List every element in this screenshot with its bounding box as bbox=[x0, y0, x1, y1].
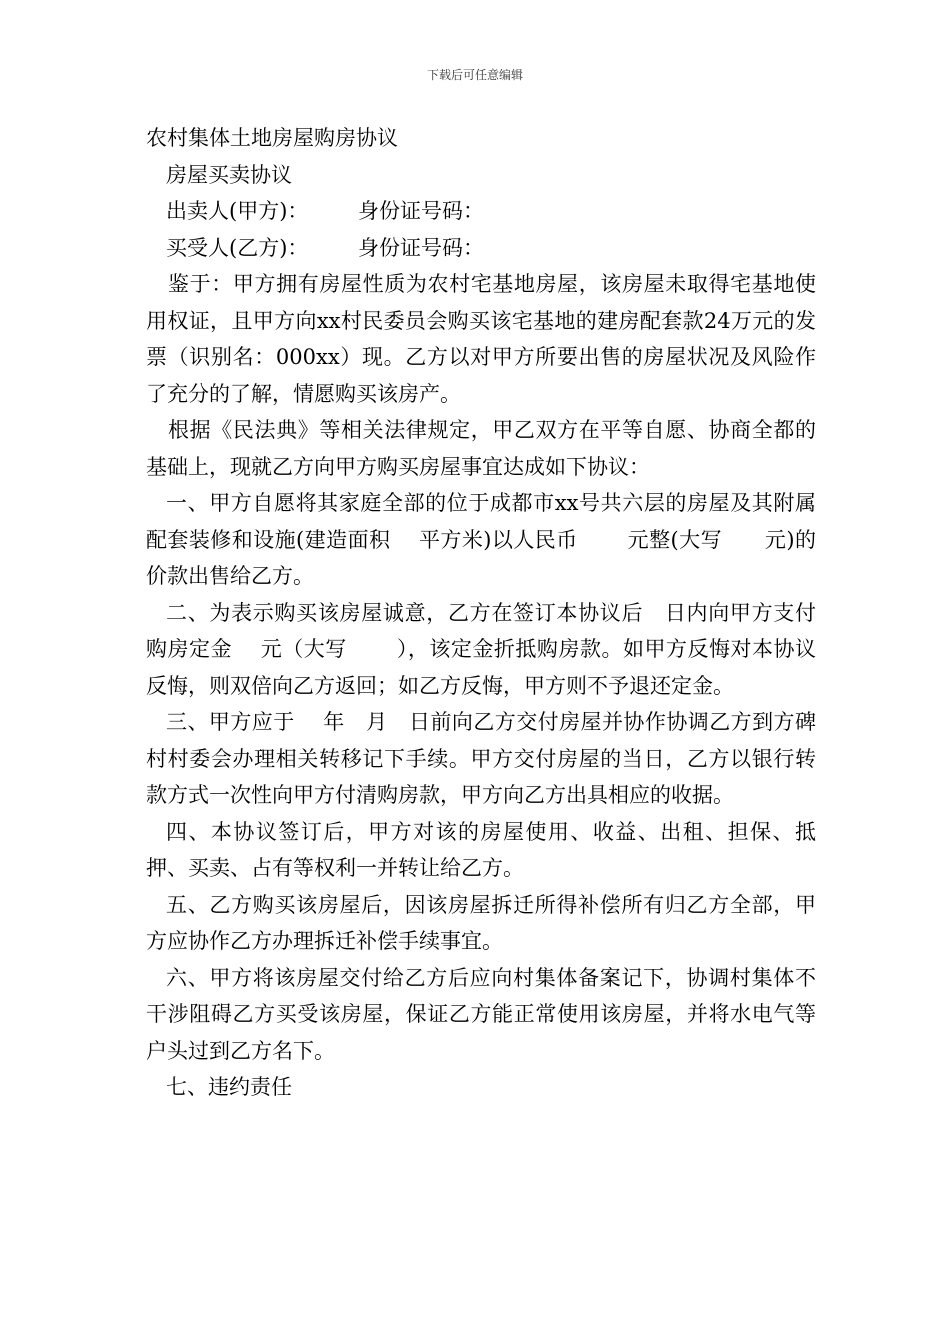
document-subtitle: 房屋买卖协议 bbox=[166, 162, 292, 187]
buyer-row bbox=[146, 230, 816, 267]
clause-5: 五、乙方购买该房屋后，因该房屋拆迁所得补偿所有归乙方全部，甲方应协作乙方办理拆迁补偿手续事宜。 bbox=[146, 892, 816, 953]
seller-label: 出卖人(甲方)： bbox=[166, 199, 309, 223]
buyer-label: 买受人(乙方)： bbox=[166, 235, 309, 260]
clause-3: 三、甲方应于 年 月 日前向乙方交付房屋并协作协调乙方到方碑村村委会办理相关转移记下手续。甲方交付房屋的当日，乙方以银行转款方式一次性向甲方付清购房款，甲方向乙方出具相应的收据。 bbox=[146, 710, 816, 807]
clause-7-heading: 七、违约责任 bbox=[166, 1075, 292, 1099]
seller-row bbox=[146, 193, 816, 230]
page-header-note: 下载后可任意编辑 bbox=[426, 68, 523, 82]
clause-6: 六、甲方将该房屋交付给乙方后应向村集体备案记下，协调村集体不干涉阻碍乙方买受该房屋，保证乙方能正常使用该房屋，并将水电气等户头过到乙方名下。 bbox=[146, 965, 816, 1063]
clause-2: 二、为表示购买该房屋诚意，乙方在签订本协议后 日内向甲方支付购房定金 元（大写 ），该定金折抵购房款。如甲方反悔对本协议反悔，则双倍向乙方返回；如乙方反悔，甲方则不予退还定金。 bbox=[146, 600, 816, 698]
clause-4: 四、本协议签订后，甲方对该的房屋使用、收益、出租、担保、抵押、买卖、占有等权利一并转让给乙方。 bbox=[146, 819, 816, 880]
paragraph-basis: 根据《民法典》等相关法律规定，甲乙双方在平等自愿、协商全都的基础上，现就乙方向甲方购买房屋事宜达成如下协议： bbox=[146, 418, 816, 479]
seller-id-label: 身份证号码： bbox=[358, 199, 484, 223]
document-body bbox=[146, 120, 816, 1106]
buyer-id-label: 身份证号码： bbox=[358, 235, 484, 260]
document-title: 农村集体土地房屋购房协议 bbox=[146, 126, 398, 150]
clause-1: 一、甲方自愿将其家庭全部的位于成都市xx号共六层的房屋及其附属配套装修和设施(建造面积 平方米)以人民币 元整(大写 元)的价款出售给乙方。 bbox=[146, 491, 816, 588]
paragraph-recital: 鉴于：甲方拥有房屋性质为农村宅基地房屋，该房屋未取得宅基地使用权证，且甲方向xx村民委员会购买该宅基地的建房配套款24万元的发票（识别名：000xx）现。乙方以对甲方所要出售的房屋状况及风险作了充分的了解，情愿购买该房产。 bbox=[146, 272, 816, 406]
